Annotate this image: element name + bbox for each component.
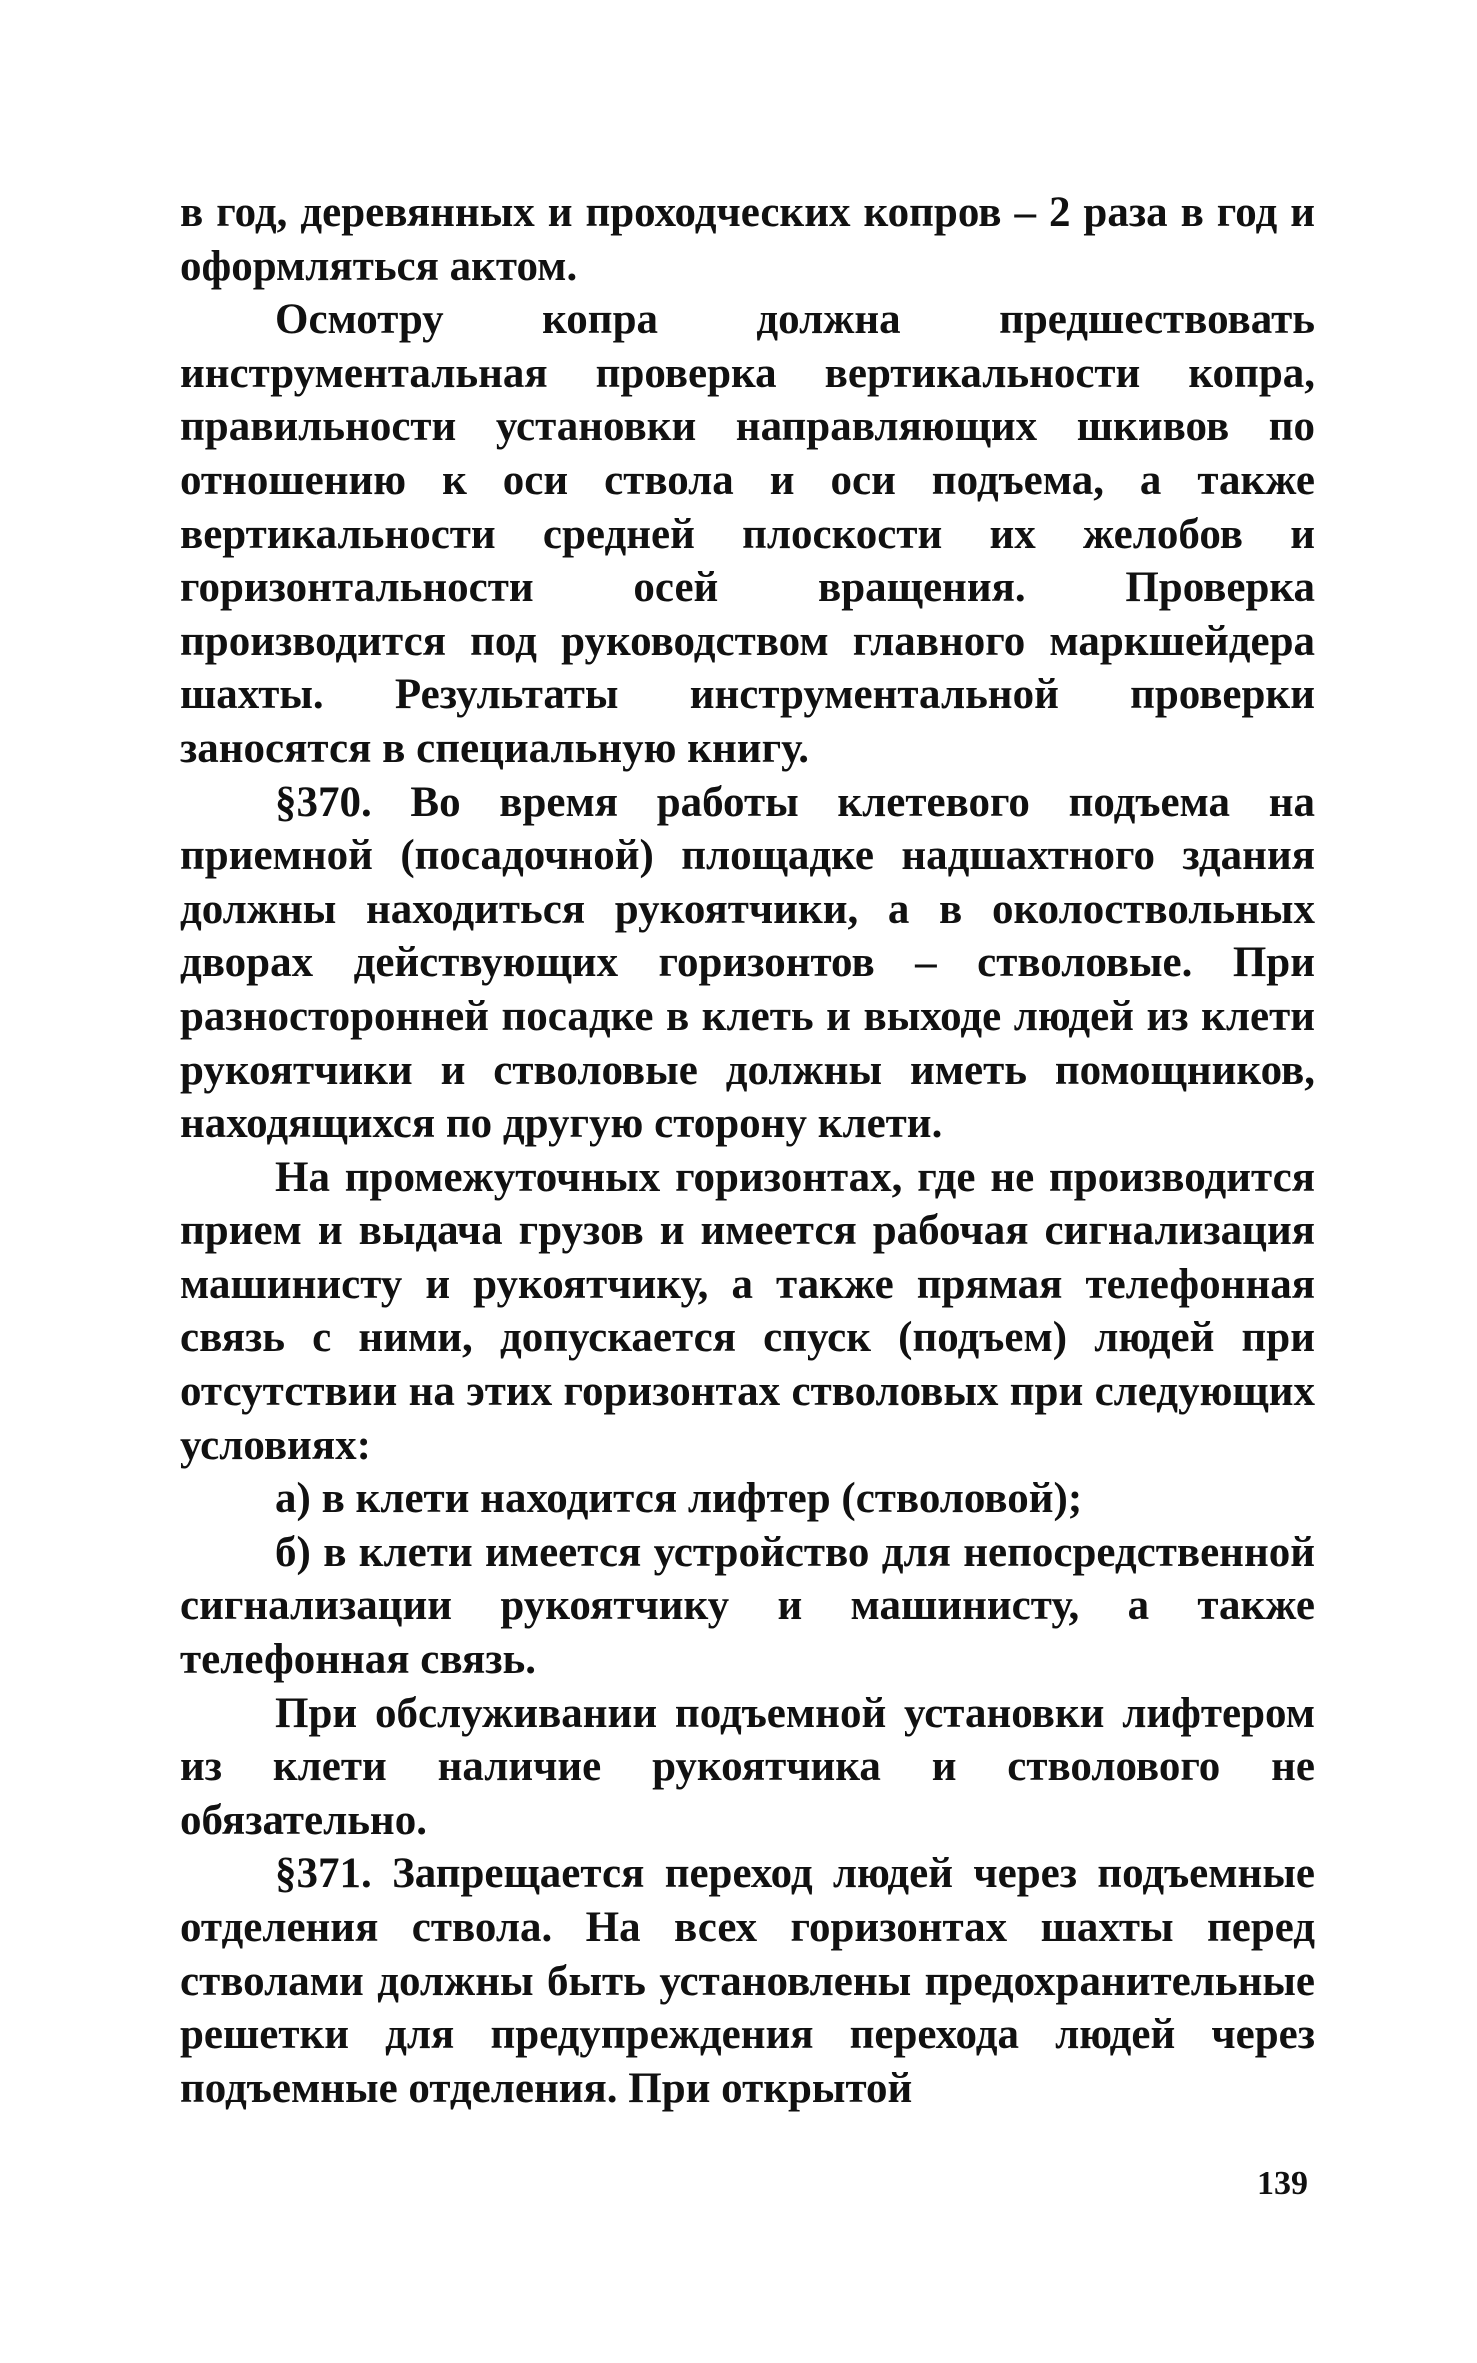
paragraph-lifter-service: При обслуживании подъемной установки лифтером из клети наличие рукоятчика и стволового не обязательно. (180, 1689, 1315, 1844)
body-text (180, 186, 1315, 2115)
paragraph-section-371: §371. Запрещается переход людей через подъемные отделения ствола. На всех горизонтах шахты перед стволами должны быть установлены предохранительные решетки для предупреждения перехода людей через подъемные отделения. При открытой (180, 1850, 1315, 2112)
paragraph-copra-inspection: Осмотру копра должна предшествовать инструментальная проверка вертикальности копра, правильности установки направляющих шкивов по отношению к оси ствола и оси подъема, а также вертикальности средней плоскости их желобов и горизонтальности осей вращения. Проверка производится под руководством главного маркшейдера шахты. Результаты инструментальной проверки заносятся в специальную книгу. (180, 296, 1315, 772)
page-number: 139 (1257, 2165, 1308, 2202)
list-item-b: б) в клети имеется устройство для непосредственной сигнализации рукоятчику и машинисту, а также телефонная связь. (180, 1528, 1315, 1684)
list-item-a: а) в клети находится лифтер (стволовой); (275, 1475, 1083, 1523)
paragraph-continuation: в год, деревянных и проходческих копров – 2 раза в год и оформляться актом. (180, 189, 1315, 290)
paragraph-intermediate-horizons: На промежуточных горизонтах, где не производится прием и выдача грузов и имеется рабочая сигнализация машинисту и рукоятчику, а также прямая телефонная связь с ними, допускается спуск (подъем) людей при отсутствии на этих горизонтах стволовых при следующих условиях: (180, 1153, 1315, 1469)
paragraph-section-370: §370. Во время работы клетевого подъема на приемной (посадочной) площадке надшахтного здания должны находиться рукоятчики, а в околоствольных дворах действующих горизонтов – стволовые. При разносторонней посадке в клеть и выходе людей из клети рукоятчики и стволовые должны иметь помощников, находящихся по другую сторону клети. (180, 778, 1315, 1148)
